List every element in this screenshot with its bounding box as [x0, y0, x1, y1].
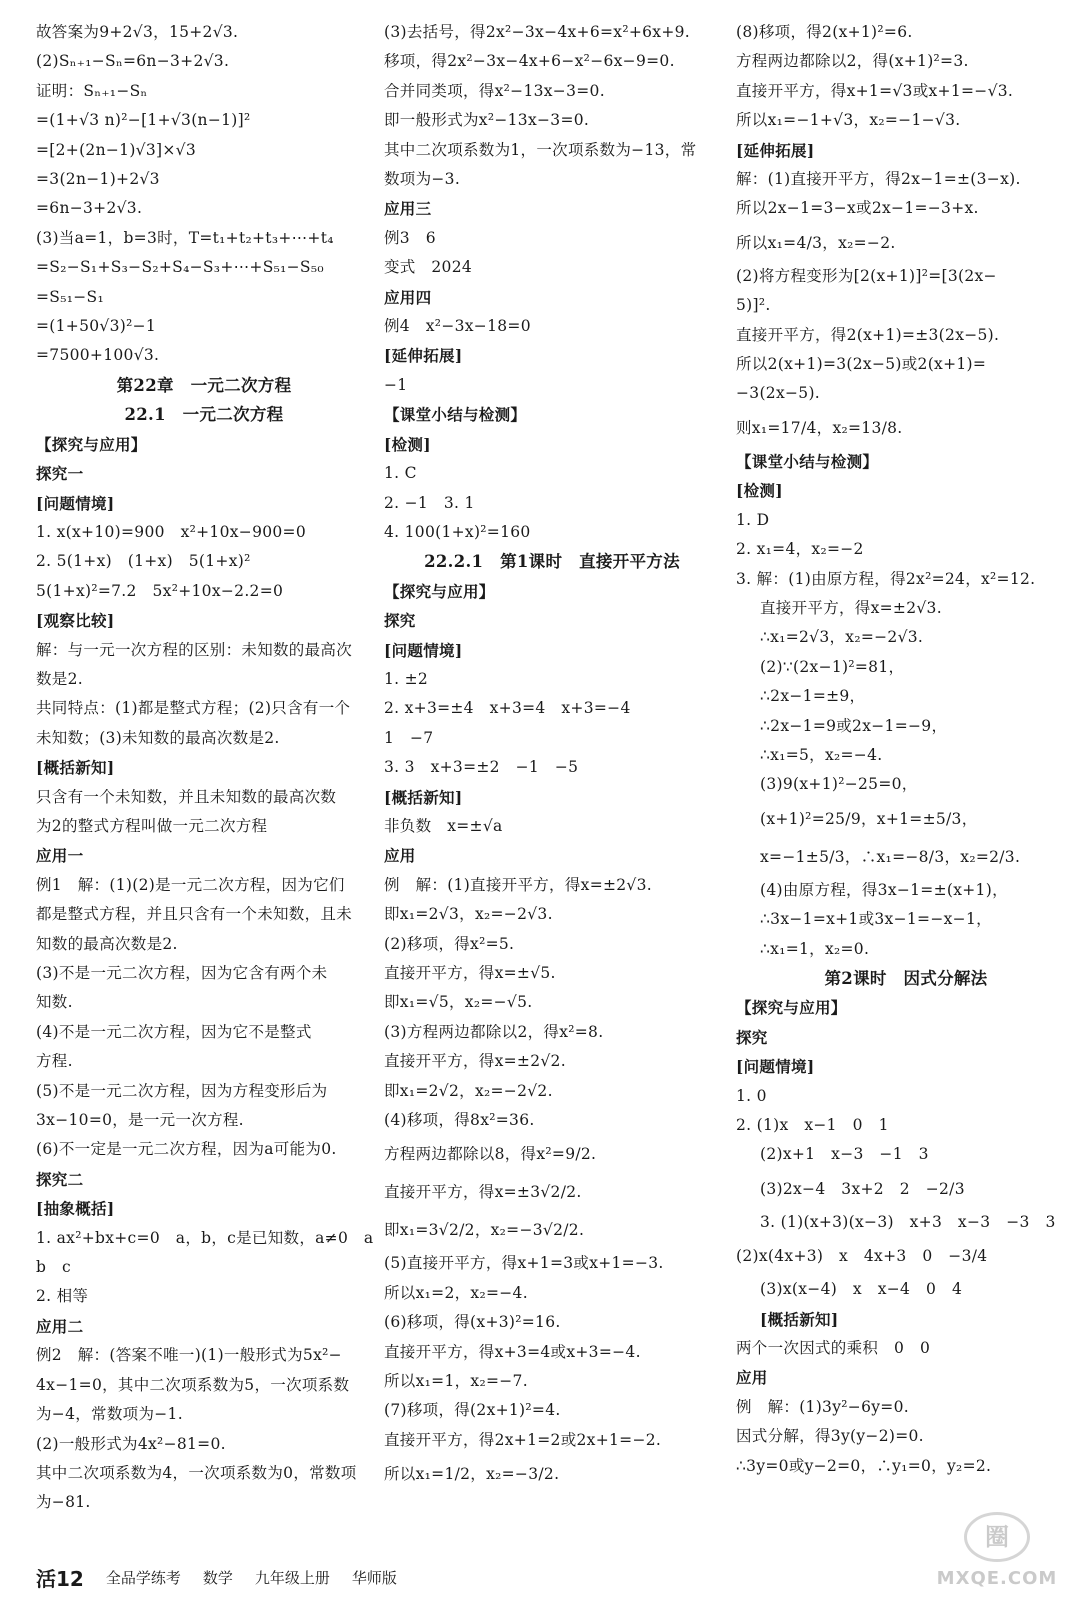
col1-line: 4x−1=0，其中二次项系数为5，一次项系数	[36, 1375, 350, 1394]
col3-line: (2)x+1 x−3 −1 3	[760, 1145, 929, 1164]
col1-line: 第22章 一元二次方程	[116, 375, 292, 395]
col2-line: 1. ±2	[384, 669, 429, 688]
col3-line: 第2课时 因式分解法	[824, 968, 988, 988]
watermark-seal-icon: 圈	[964, 1512, 1030, 1562]
col2-line: 应用四	[384, 287, 432, 307]
col3-line: (2)∵(2x−1)²=81，	[760, 657, 905, 676]
col3-line: 两个一次因式的乘积 0 0	[736, 1339, 931, 1358]
col2-line: [延伸拓展]	[384, 346, 463, 366]
col2-line: [检测]	[384, 434, 431, 454]
col1-line: 2. 相等	[36, 1287, 89, 1306]
col3-line: (8)移项，得2(x+1)²=6.	[736, 23, 913, 41]
col3-line: (3)9(x+1)²−25=0，	[760, 775, 918, 794]
col1-line: 1. ax²+bx+c=0 a，b，c是已知数，a≠0 a	[36, 1228, 374, 1247]
col2-line: 【探究与应用】	[384, 581, 495, 601]
col2-line: 方程两边都除以8，得x²=9/2.	[384, 1145, 597, 1164]
col1-line: =(1+50√3)²−1	[36, 317, 157, 336]
col1-line: =6n−3+2√3.	[36, 199, 143, 218]
col1-line: 证明：Sₙ₊₁−Sₙ	[36, 81, 148, 100]
col1-line: =(1+√3 n)²−[1+√3(n−1)]²	[36, 111, 251, 130]
watermark-site: MXQE.COM	[936, 1568, 1058, 1589]
footer-edition: 华师版	[351, 1568, 397, 1587]
col3-line: 例 解：(1)3y²−6y=0.	[736, 1397, 909, 1416]
col1-line: (2)Sₙ₊₁−Sₙ=6n−3+2√3.	[36, 52, 230, 71]
col2-line: 【课堂小结与检测】	[384, 405, 527, 425]
col1-line: [概括新知]	[36, 758, 115, 778]
col1-line: 知数.	[36, 993, 73, 1012]
col1-line: 故答案为9+2√3，15+2√3.	[36, 23, 239, 41]
col2-line: 2. x+3=±4 x+3=4 x+3=−4	[384, 699, 631, 718]
col3-line: 2. x₁=4，x₂=−2	[736, 540, 864, 559]
col2-line: 即一般形式为x²−13x−3=0.	[384, 111, 590, 130]
col1-line: 方程.	[36, 1052, 73, 1071]
column-middle	[384, 18, 720, 1493]
col2-line: 非负数 x=±√a	[384, 816, 503, 835]
col3-line: 【课堂小结与检测】	[736, 451, 879, 471]
col1-line: 3x−10=0，是一元一次方程.	[36, 1111, 244, 1130]
col1-line: (6)不一定是一元二次方程，因为a可能为0.	[36, 1140, 337, 1159]
col2-line: 应用	[384, 846, 416, 866]
col3-line: 方程两边都除以2，得(x+1)²=3.	[736, 52, 969, 71]
col1-line: 都是整式方程，并且只含有一个未知数，且未	[36, 905, 353, 924]
watermark-logo	[922, 1512, 1072, 1590]
col3-line: 所以x₁=4/3，x₂=−2.	[736, 233, 896, 252]
col3-line: ∴3x−1=x+1或3x−1=−x−1，	[760, 910, 992, 929]
column-left	[36, 18, 372, 1518]
col2-line: 直接开平方，得x=±3√2/2.	[384, 1183, 582, 1202]
col3-line: (2)将方程变形为[2(x+1)]²=[3(2x−	[736, 266, 997, 285]
col2-line: [问题情境]	[384, 640, 463, 660]
col3-line: 2. (1)x x−1 0 1	[736, 1116, 889, 1134]
col1-line: =S₂−S₁+S₃−S₂+S₄−S₃+⋯+S₅₁−S₅₀	[36, 258, 324, 277]
col3-line: [延伸拓展]	[736, 140, 815, 160]
col1-line: 22.1 一元二次方程	[124, 405, 284, 425]
col2-line: 所以x₁=1/2，x₂=−3/2.	[384, 1465, 560, 1484]
col1-line: 为2的整式方程叫做一元二次方程	[36, 816, 268, 835]
col3-line: ∴x₁=2√3，x₂=−2√3.	[760, 628, 924, 647]
col3-line: ∴x₁=5，x₂=−4.	[760, 745, 883, 764]
col1-line: (3)不是一元二次方程，因为它含有两个未	[36, 964, 328, 982]
col1-line: 【探究与应用】	[36, 434, 147, 454]
col2-line: 22.2.1 第1课时 直接开平方法	[424, 552, 680, 572]
col1-line: =3(2n−1)+2√3	[36, 170, 160, 189]
col1-line: 应用一	[36, 846, 84, 866]
col1-line: (4)不是一元二次方程，因为它不是整式	[36, 1022, 312, 1041]
col2-line: 1 −7	[384, 728, 434, 747]
col3-line: 1. 0	[736, 1086, 767, 1105]
col3-line: (2)x(4x+3) x 4x+3 0 −3/4	[736, 1247, 988, 1266]
col2-line: 即x₁=3√2/2，x₂=−3√2/2.	[384, 1221, 585, 1240]
col3-line: (x+1)²=25/9，x+1=±5/3，	[760, 809, 978, 828]
col2-line: 例 解：(1)直接开平方，得x=±2√3.	[384, 875, 652, 894]
col1-line: 数是2.	[36, 669, 83, 688]
col3-line: 则x₁=17/4，x₂=13/8.	[736, 418, 903, 437]
col3-line: 因式分解，得3y(y−2)=0.	[736, 1427, 924, 1446]
col2-line: 其中二次项系数为1，一次项系数为−13，常	[384, 140, 697, 159]
col2-line: 即x₁=2√3，x₂=−2√3.	[384, 905, 553, 924]
col1-line: 解：与一元一次方程的区别：未知数的最高次	[36, 640, 353, 659]
col1-line: 未知数；(3)未知数的最高次数是2.	[36, 728, 280, 747]
col3-line: ∴2x−1=±9，	[760, 687, 866, 706]
col3-line: 1. D	[736, 510, 770, 529]
col2-line: 2. −1 3. 1	[384, 493, 475, 512]
col1-line: 共同特点：(1)都是整式方程；(2)只含有一个	[36, 699, 351, 718]
col3-line: 直接开平方，得2(x+1)=±3(2x−5).	[736, 325, 1000, 344]
col1-line: [抽象概括]	[36, 1199, 115, 1219]
col1-line: (2)一般形式为4x²−81=0.	[36, 1434, 226, 1453]
col3-line: x=−1±5/3，∴x₁=−8/3，x₂=2/3.	[760, 847, 1021, 866]
col1-line: (5)不是一元二次方程，因为方程变形后为	[36, 1081, 328, 1100]
col3-line: [概括新知]	[760, 1309, 839, 1329]
col2-line: 数项为−3.	[384, 170, 461, 189]
col1-line: 为−81.	[36, 1493, 91, 1512]
col3-line: 5)]².	[736, 296, 771, 315]
col2-line: 直接开平方，得x=±2√2.	[384, 1052, 566, 1071]
col2-line: 即x₁=2√2，x₂=−2√2.	[384, 1081, 553, 1100]
col2-line: 探究	[384, 611, 416, 631]
col3-line: [问题情境]	[736, 1057, 815, 1077]
col1-line: 为−4，常数项为−1.	[36, 1405, 183, 1424]
col3-line: ∴2x−1=9或2x−1=−9，	[760, 716, 948, 735]
col2-line: 3. 3 x+3=±2 −1 −5	[384, 758, 579, 777]
col1-line: 例2 解：(答案不唯一)(1)一般形式为5x²−	[36, 1346, 342, 1365]
col1-line: 2. 5(1+x) (1+x) 5(1+x)²	[36, 552, 251, 571]
col3-line: 3. 解：(1)由原方程，得2x²=24，x²=12.	[736, 569, 1036, 588]
col3-line: 所以2(x+1)=3(2x−5)或2(x+1)=	[736, 355, 987, 374]
col2-line: (2)移项，得x²=5.	[384, 934, 515, 953]
col1-line: 探究二	[36, 1169, 84, 1189]
col2-line: 直接开平方，得x=±√5.	[384, 964, 556, 982]
col2-line: 4. 100(1+x)²=160	[384, 522, 531, 541]
col2-line: (6)移项，得(x+3)²=16.	[384, 1313, 561, 1332]
col2-line: (7)移项，得(2x+1)²=4.	[384, 1401, 561, 1420]
col3-line: 解：(1)直接开平方，得2x−1=±(3−x).	[736, 170, 1021, 189]
col3-line: −3(2x−5).	[736, 384, 821, 403]
col3-line: (3)x(x−4) x x−4 0 4	[760, 1280, 963, 1299]
col1-line: [问题情境]	[36, 493, 115, 513]
col1-line: =7500+100√3.	[36, 346, 160, 365]
col1-line: 其中二次项系数为4，一次项系数为0，常数项	[36, 1463, 357, 1482]
col2-line: 所以x₁=2，x₂=−4.	[384, 1283, 528, 1302]
col1-line: =[2+(2n−1)√3]×√3	[36, 140, 196, 159]
col2-line: 直接开平方，得x+3=4或x+3=−4.	[384, 1342, 641, 1361]
col2-line: (3)去括号，得2x²−3x−4x+6=x²+6x+9.	[384, 23, 691, 41]
col2-line: 即x₁=√5，x₂=−√5.	[384, 993, 533, 1012]
col3-line: 所以2x−1=3−x或2x−1=−3+x.	[736, 199, 979, 218]
col3-line: 直接开平方，得x=±2√3.	[760, 598, 942, 617]
page-footer	[36, 1562, 1036, 1592]
col1-line: 1. x(x+10)=900 x²+10x−900=0	[36, 522, 307, 541]
col1-line: =S₅₁−S₁	[36, 287, 104, 306]
col3-line: (3)2x−4 3x+2 2 −2/3	[760, 1179, 965, 1198]
col2-line: 合并同类项，得x²−13x−3=0.	[384, 81, 605, 100]
col1-line: 只含有一个未知数，并且未知数的最高次数	[36, 787, 337, 806]
footer-subject: 数学	[202, 1568, 233, 1587]
column-right	[736, 18, 1076, 1481]
page-number: 活12	[36, 1566, 84, 1591]
col3-line: [检测]	[736, 481, 783, 501]
col2-line: 应用三	[384, 199, 432, 219]
col2-line: (4)移项，得8x²=36.	[384, 1111, 535, 1130]
col2-line: −1	[384, 375, 408, 394]
col2-line: 直接开平方，得2x+1=2或2x+1=−2.	[384, 1430, 662, 1449]
col1-line: (3)当a=1，b=3时，T=t₁+t₂+t₃+⋯+t₄	[36, 228, 334, 247]
footer-brand: 全品学练考	[105, 1568, 181, 1587]
col2-line: 例3 6	[384, 228, 436, 247]
col3-line: 探究	[736, 1027, 768, 1047]
col2-line: 所以x₁=1，x₂=−7.	[384, 1372, 528, 1391]
col3-line: ∴x₁=1，x₂=0.	[760, 939, 870, 958]
col2-line: (3)方程两边都除以2，得x²=8.	[384, 1022, 604, 1041]
col2-line: 移项，得2x²−3x−4x+6−x²−6x−9=0.	[384, 52, 675, 71]
col3-line: 所以x₁=−1+√3，x₂=−1−√3.	[736, 111, 961, 130]
col2-line: [概括新知]	[384, 787, 463, 807]
col2-line: 变式 2024	[384, 258, 473, 277]
col3-line: 应用	[736, 1368, 768, 1388]
col1-line: 探究一	[36, 464, 84, 484]
col3-line: (4)由原方程，得3x−1=±(x+1)，	[760, 880, 1008, 899]
col1-line: 应用二	[36, 1316, 84, 1336]
col1-line: 例1 解：(1)(2)是一元二次方程，因为它们	[36, 875, 345, 894]
col2-line: 例4 x²−3x−18=0	[384, 317, 531, 336]
col3-line: 直接开平方，得x+1=√3或x+1=−√3.	[736, 81, 1014, 100]
col1-line: b c	[36, 1258, 72, 1277]
col2-line: 1. C	[384, 464, 417, 483]
col3-line: 【探究与应用】	[736, 998, 847, 1018]
col1-line: 知数的最高次数是2.	[36, 934, 178, 953]
col2-line: (5)直接开平方，得x+1=3或x+1=−3.	[384, 1254, 664, 1273]
col1-line: [观察比较]	[36, 611, 115, 631]
col3-line: ∴3y=0或y−2=0，∴y₁=0，y₂=2.	[736, 1456, 992, 1475]
footer-grade: 九年级上册	[254, 1568, 330, 1587]
col3-line: 3. (1)(x+3)(x−3) x+3 x−3 −3 3	[760, 1212, 1056, 1231]
col1-line: 5(1+x)²=7.2 5x²+10x−2.2=0	[36, 581, 284, 600]
